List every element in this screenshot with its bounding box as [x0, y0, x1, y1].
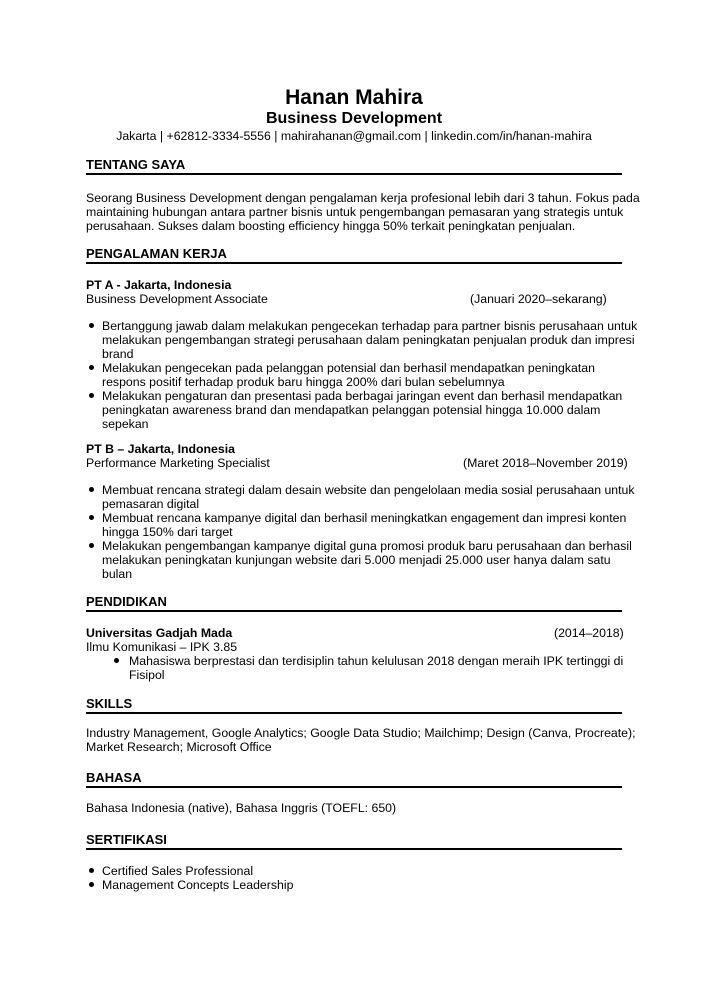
about-line: maintaining hubungan antara partner bisnis untuk pengembangan pemasaran yang strategis untuk [86, 205, 624, 219]
section-title-about: TENTANG SAYA [86, 157, 186, 172]
section-divider [86, 712, 622, 714]
section-title-education: PENDIDIKAN [86, 594, 167, 609]
skills-line: Industry Management, Google Analytics; Google Data Studio; Mailchimp; Design (Canva, Procreate); [86, 726, 636, 740]
bullet-icon [89, 868, 94, 873]
candidate-role: Business Development [265, 110, 443, 127]
education-bullet-line: Mahasiswa berprestasi dan terdisiplin tahun kelulusan 2018 dengan meraih IPK tertinggi di [129, 654, 624, 668]
job-position: Performance Marketing Specialist [86, 456, 270, 470]
contact-line: Jakarta | +62812-3334-5556 | mahirahanan@gmail.com | linkedin.com/in/hanan-mahira [116, 129, 592, 143]
job-position: Business Development Associate [86, 292, 268, 306]
section-divider [86, 848, 622, 850]
education-school: Universitas Gadjah Mada [86, 626, 233, 640]
languages-text: Bahasa Indonesia (native), Bahasa Inggris (TOEFL: 650) [86, 801, 397, 815]
job-period: (Maret 2018–November 2019) [463, 456, 628, 470]
bullet-icon [89, 882, 94, 887]
about-line: perusahaan. Sukses dalam boosting efficiency hingga 50% terkait peningkatan penjualan. [86, 219, 576, 233]
section-divider [86, 786, 622, 788]
bullet-icon [114, 658, 119, 663]
skills-line: Market Research; Microsoft Office [86, 740, 272, 754]
bullet-icon [89, 487, 94, 492]
bullet-icon [89, 515, 94, 520]
job-period: (Januari 2020–sekarang) [470, 292, 607, 306]
bullet-icon [89, 543, 94, 548]
section-title-skills: SKILLS [86, 696, 133, 711]
education-period: (2014–2018) [554, 626, 624, 640]
section-divider [86, 610, 622, 612]
section-divider [86, 262, 622, 264]
education-bullet-line: Fisipol [129, 668, 165, 682]
section-title-experience: PENGALAMAN KERJA [86, 246, 227, 261]
section-title-languages: BAHASA [86, 770, 142, 785]
education-major: Ilmu Komunikasi – IPK 3.85 [86, 640, 238, 654]
bullet-icon [89, 393, 94, 398]
job-company: PT A - Jakarta, Indonesia [86, 278, 232, 292]
about-line: Seorang Business Development dengan pengalaman kerja profesional lebih dari 3 tahun. Fokus pada [86, 191, 640, 205]
candidate-name: Hanan Mahira [285, 86, 423, 109]
section-divider [86, 173, 622, 175]
bullet-icon [89, 323, 94, 328]
job-company: PT B – Jakarta, Indonesia [86, 442, 235, 456]
bullet-icon [89, 365, 94, 370]
section-title-certifications: SERTIFIKASI [86, 832, 167, 847]
